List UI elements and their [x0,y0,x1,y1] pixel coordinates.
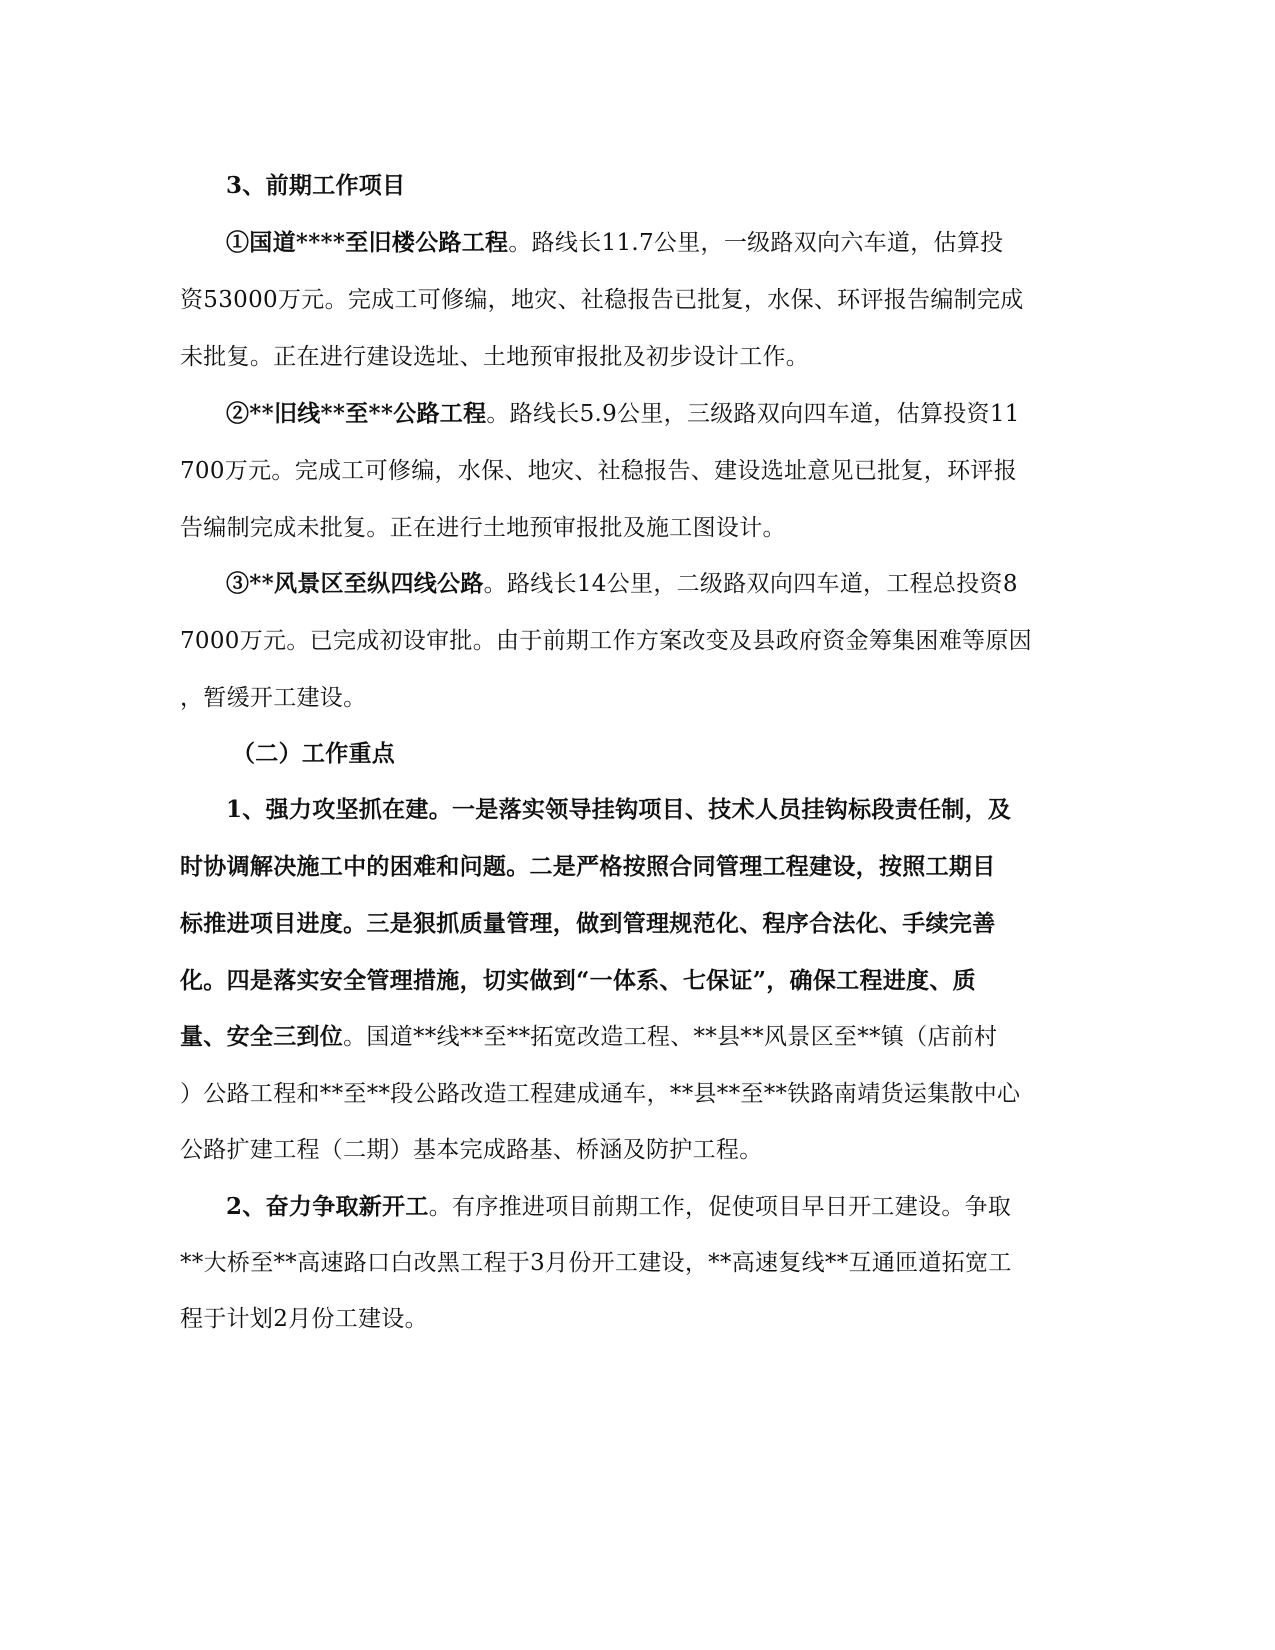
item1-title: ①国道****至旧楼公路工程 [226,229,509,256]
point2-line1 [226,1192,1011,1222]
point1-line4: 化。四是落实安全管理措施，切实做到“一体系、七保证”，确保工程进度、质 [180,967,976,994]
point2-title: 2、奋力争取新开工 [226,1193,429,1220]
point1-line1: 1、强力攻坚抓在建。一是落实领导挂钩项目、技术人员挂钩标段责任制，及 [226,796,1012,823]
point1-line7: 公路扩建工程（二期）基本完成路基、桥涵及防护工程。 [180,1137,763,1163]
point1-line2: 时协调解决施工中的困难和问题。二是严格按照合同管理工程建设，按照工期目 [180,853,996,880]
point1-line3: 标推进项目进度。三是狠抓质量管理，做到管理规范化、程序合法化、手续完善 [180,910,996,937]
item2-line2: 700万元。完成工可修编，水保、地灾、社稳报告、建设选址意见已批复，环评报 [180,458,1017,484]
item2-line1-text: 。路线长5.9公里，三级路双向四车道，估算投资11 [486,401,1020,427]
point1-line5 [180,1022,997,1052]
item3-title: ③**风景区至纵四线公路 [226,570,484,597]
item2-title: ②**旧线**至**公路工程 [226,400,487,427]
point2-line1-text: 。有序推进项目前期工作，促使项目早日开工建设。争取 [428,1194,1012,1220]
item1-line2: 资53000万元。完成工可修编，地灾、社稳报告已批复，水保、环评报告编制完成 [180,287,1024,313]
item1-line1-text: 。路线长11.7公里，一级路双向六车道，估算投 [508,230,1004,256]
item3-line1 [226,569,1018,599]
point1-line5-bold: 量、安全三到位 [180,1023,344,1050]
item1-line1 [226,228,1003,258]
item2-line1 [226,399,1020,429]
point2-line2: **大桥至**高速路口白改黑工程于3月份开工建设，**高速复线**互通匝道拓宽工 [180,1250,1012,1276]
item1-line3: 未批复。正在进行建设选址、土地预审报批及初步设计工作。 [180,344,810,370]
point1-line6: ）公路工程和**至**段公路改造工程建成通车，**县**至**铁路南靖货运集散中心 [180,1081,1021,1107]
section-heading-key-work: （二）工作重点 [232,740,396,767]
point1-line5-text: 。国道**线**至**拓宽改造工程、**县**风景区至**镇（店前村 [343,1024,998,1050]
item3-line2: 7000万元。已完成初设审批。由于前期工作方案改变及县政府资金筹集困难等原因 [180,628,1032,654]
item2-line3: 告编制完成未批复。正在进行土地预审报批及施工图设计。 [180,515,786,541]
section-heading-preparatory-projects: 3、前期工作项目 [226,172,406,199]
item3-line1-text: 。路线长14公里，二级路双向四车道，工程总投资8 [483,571,1018,597]
point2-line3: 程于计划2月份工建设。 [180,1306,428,1332]
item3-line3: ，暂缓开工建设。 [180,685,367,711]
